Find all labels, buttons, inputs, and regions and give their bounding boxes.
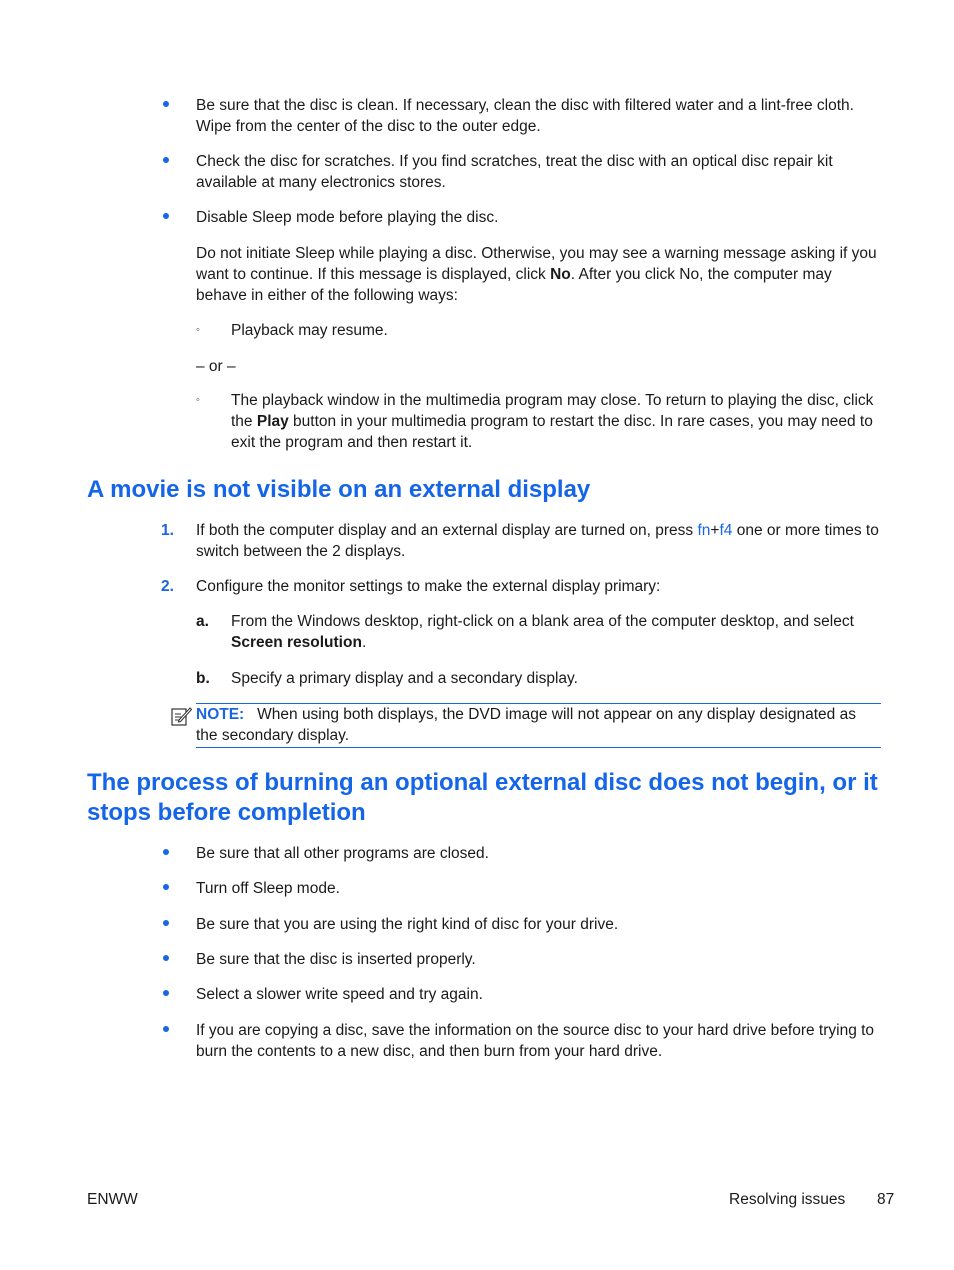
- note-content: [196, 704, 881, 746]
- sleep-paragraph: [196, 243, 886, 306]
- sleep-text-1: Do not initiate Sleep while playing a disc. Otherwise, you may see a warning message asking if you want to continue. If this message is displayed, click: [196, 245, 877, 283]
- bullet-marker: [163, 955, 169, 961]
- list-item: If you are copying a disc, save the information on the source disc to your hard drive before trying to burn the contents to a new disc, and then burn from your hard drive.: [196, 1022, 875, 1060]
- list-item: Be sure that all other programs are closed.: [196, 845, 489, 862]
- sub-text-pre: The playback window in the multimedia program may close. To return to playing the disc, click the: [231, 392, 874, 430]
- list-item: Turn off Sleep mode.: [196, 880, 340, 897]
- substep-letter: b.: [196, 670, 210, 687]
- step-number: 2.: [161, 578, 174, 595]
- sub-bullet-marker: ◦: [196, 394, 200, 406]
- substep-text: Specify a primary display and a secondary display.: [231, 670, 578, 687]
- no-keyword: No: [550, 266, 571, 283]
- f4-key: f4: [719, 522, 733, 539]
- bullet-marker: [163, 884, 169, 890]
- bullet-marker: [163, 849, 169, 855]
- sub-list-item: [231, 390, 886, 453]
- note-box: [196, 703, 881, 748]
- sub-list-item: Playback may resume.: [231, 322, 388, 339]
- bullet-marker: [163, 920, 169, 926]
- plus-sign: +: [710, 522, 720, 539]
- substep-text-post: .: [361, 634, 367, 651]
- screen-resolution-keyword: Screen resolution: [231, 634, 362, 651]
- or-separator: – or –: [196, 358, 236, 375]
- note-icon: [170, 705, 192, 727]
- play-keyword: Play: [256, 413, 289, 430]
- section-heading: A movie is not visible on an external display: [87, 476, 591, 503]
- step-text-post: one or more times to switch between the 2 displays.: [196, 522, 879, 560]
- bullet-marker: [163, 990, 169, 996]
- substep-text: [231, 611, 886, 653]
- step-number: 1.: [161, 522, 174, 539]
- bullet-marker: [163, 213, 169, 219]
- step-text: Configure the monitor settings to make the external display primary:: [196, 578, 661, 595]
- fn-key: fn: [697, 522, 711, 539]
- list-item: Be sure that the disc is clean. If necessary, clean the disc with filtered water and a lint-free cloth. Wipe from the center of the disc to the outer edge.: [196, 97, 854, 135]
- step-text: [196, 520, 886, 562]
- bullet-marker: [163, 101, 169, 107]
- sub-bullet-marker: ◦: [196, 324, 200, 336]
- sleep-text-2: . After you click No, the computer may behave in either of the following ways:: [196, 266, 832, 304]
- list-item: Be sure that the disc is inserted properly.: [196, 951, 476, 968]
- list-item: Be sure that you are using the right kind of disc for your drive.: [196, 916, 619, 933]
- note-label: NOTE:: [196, 706, 245, 723]
- note-text: When using both displays, the DVD image will not appear on any display designated as the secondary display.: [196, 706, 856, 744]
- step-text-pre: If both the computer display and an external display are turned on, press: [196, 522, 698, 539]
- section-heading: The process of burning an optional external disc does not begin, or it stops before completion: [87, 769, 878, 826]
- bullet-marker: [163, 157, 169, 163]
- footer-section: Resolving issues: [729, 1191, 846, 1208]
- page-number: 87: [877, 1191, 895, 1208]
- substep-letter: a.: [196, 613, 209, 630]
- list-item: Disable Sleep mode before playing the disc.: [196, 209, 499, 226]
- sub-text-post: button in your multimedia program to restart the disc. In rare cases, you may need to exit the program and then restart it.: [231, 413, 873, 451]
- list-item: Select a slower write speed and try again.: [196, 986, 483, 1003]
- substep-text-pre: From the Windows desktop, right-click on a blank area of the computer desktop, and select: [231, 613, 854, 630]
- list-item: Check the disc for scratches. If you find scratches, treat the disc with an optical disc repair kit available at many electronics stores.: [196, 153, 833, 191]
- footer-left: ENWW: [87, 1191, 138, 1208]
- bullet-marker: [163, 1026, 169, 1032]
